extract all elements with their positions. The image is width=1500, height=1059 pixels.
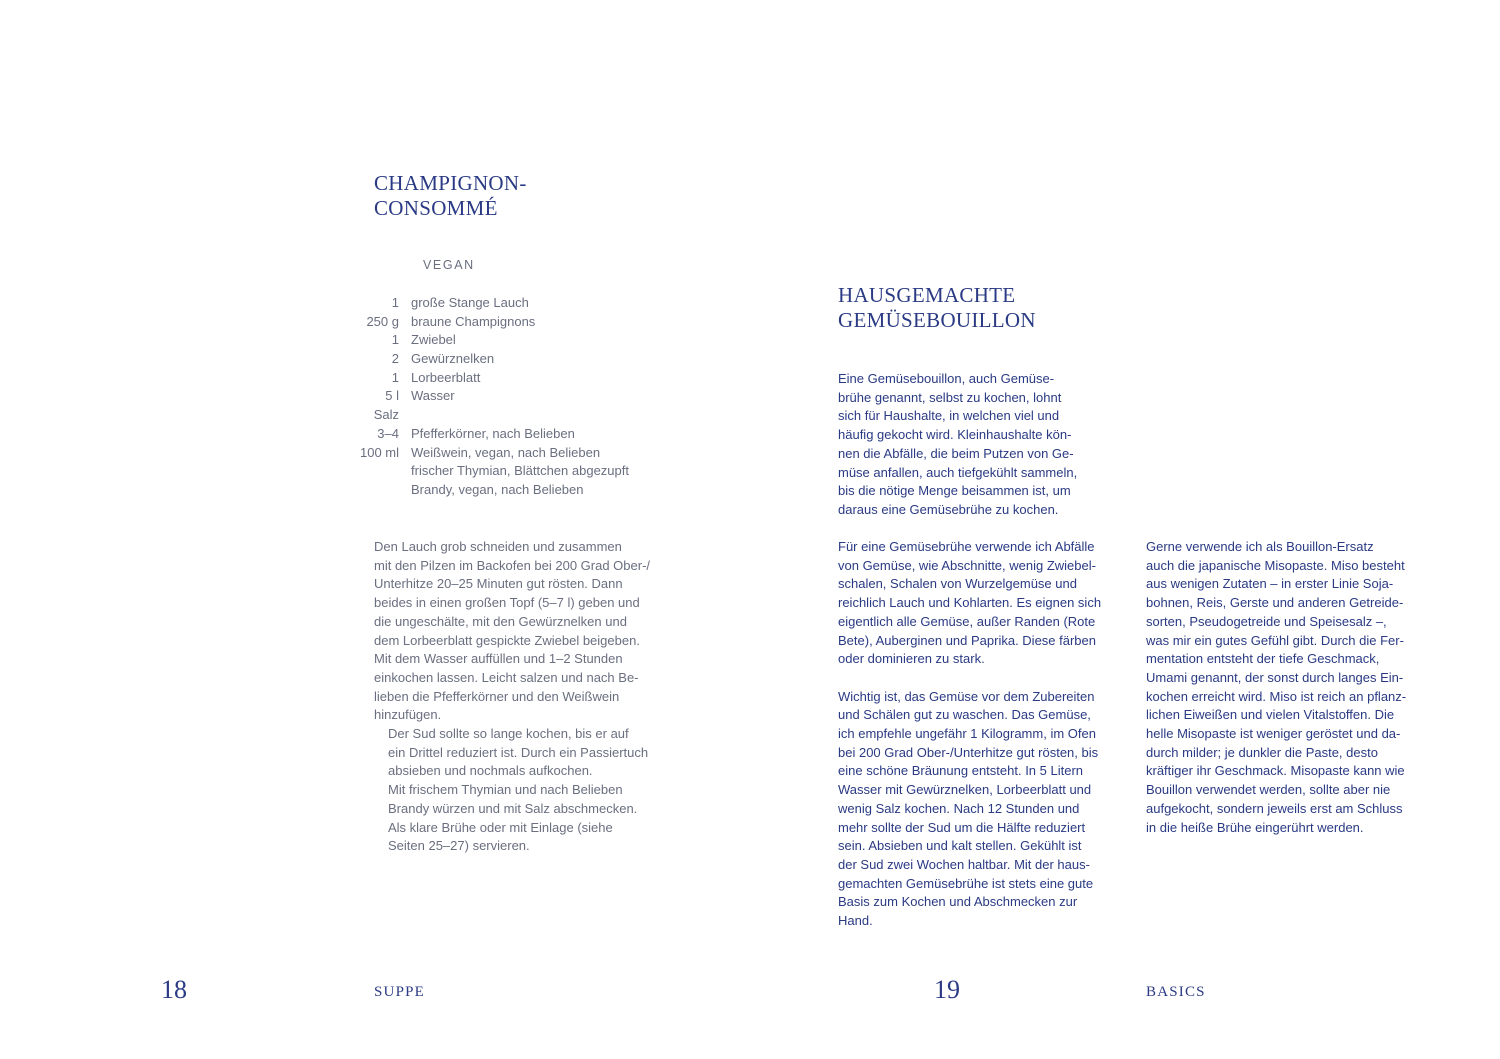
text-line: hinzufügen. (374, 707, 442, 723)
text-line: ein Drittel reduziert ist. Durch ein Passiertuch (388, 744, 649, 760)
ingredient-row (360, 331, 629, 350)
column-2-paragraph-1 (1146, 538, 1446, 837)
text-line: aufgekocht, sondern jeweils erst am Schluss (1146, 800, 1403, 816)
page-number-right: 19 (934, 975, 960, 1004)
ingredient-row (360, 387, 629, 406)
text-line: ich empfehle ungefähr 1 Kilogramm, im Ofen (838, 726, 1096, 742)
text-line: und Schälen gut zu waschen. Das Gemüse, (838, 707, 1091, 723)
ingredient-quantity: 1 (391, 295, 399, 310)
text-line: Bete), Auberginen und Paprika. Diese färben (838, 632, 1097, 648)
ingredient-row (360, 406, 629, 425)
column-1-paragraph-1 (838, 538, 1138, 669)
ingredient-quantity: 1 (391, 332, 399, 348)
text-line: Seiten 25–27) servieren. (388, 838, 530, 854)
ingredient-name: Pfefferkörner, nach Belieben (411, 425, 575, 441)
ingredient-row (360, 350, 629, 369)
ingredient-quantity: 2 (391, 351, 399, 367)
text-line: Den Lauch grob schneiden und zusammen (374, 539, 622, 554)
ingredient-row (360, 481, 629, 500)
text-line: mehr sollte der Sud um die Hälfte reduziert (838, 819, 1086, 835)
title-line: CHAMPIGNON- (374, 171, 527, 195)
text-line: bis die nötige Menge beisammen ist, um (838, 483, 1071, 499)
column-1-paragraph-2 (838, 688, 1138, 931)
ingredient-row (360, 425, 629, 444)
text-line: aus wenigen Zutaten – in erster Linie Soja- (1146, 576, 1394, 592)
text-line: was mir ein gutes Gefühl gibt. Durch die Fer- (1146, 632, 1404, 648)
text-line: Gerne verwende ich als Bouillon-Ersatz (1146, 539, 1374, 554)
intro-text (838, 370, 1128, 520)
text-line: Eine Gemüsebouillon, auch Gemüse- (838, 371, 1055, 386)
ingredient-name: Lorbeerblatt (411, 369, 481, 385)
text-line: brühe genannt, selbst zu kochen, lohnt (838, 389, 1062, 405)
text-line: bei 200 Grad Ober-/Unterhitze gut rösten, bis (838, 744, 1099, 760)
recipe-title-champignon (374, 171, 527, 221)
text-line: Mit dem Wasser auffüllen und 1–2 Stunden (374, 651, 623, 667)
text-line: Brandy würzen und mit Salz abschmecken. (388, 800, 638, 816)
text-line: häufig gekocht wird. Kleinhaushalte kön- (838, 427, 1072, 443)
section-label-left: SUPPE (374, 984, 426, 1000)
title-line: CONSOMMÉ (374, 196, 498, 220)
text-line: Der Sud sollte so lange kochen, bis er auf (388, 726, 629, 742)
ingredient-name: große Stange Lauch (411, 295, 529, 310)
text-line: eigentlich alle Gemüse, außer Randen (Rote (838, 613, 1096, 629)
text-line: Umami genannt, der sonst durch langes Ein- (1146, 669, 1404, 685)
ingredient-name: Zwiebel (411, 332, 456, 348)
text-line: lieben die Pfefferkörner und den Weißwein (374, 688, 620, 704)
text-line: sein. Absieben und kalt stellen. Gekühlt ist (838, 838, 1082, 854)
column-2-text (1146, 538, 1446, 837)
text-line: einkochen lassen. Leicht salzen und nach Be- (374, 669, 639, 685)
text-line: sorten, Pseudogetreide und Speisesalz –, (1146, 613, 1387, 629)
text-line: Wasser mit Gewürznelken, Lorbeerblatt und (838, 782, 1092, 798)
ingredient-name: braune Champignons (411, 313, 536, 329)
ingredient-quantity: 250 g (366, 313, 399, 329)
text-line: auch die japanische Misopaste. Miso besteht (1146, 557, 1405, 573)
text-line: gemachten Gemüsebrühe ist stets eine gute (838, 875, 1094, 891)
text-line: Als klare Brühe oder mit Einlage (siehe (388, 819, 613, 835)
ingredient-quantity (360, 462, 411, 481)
ingredient-quantity: 3–4 (377, 425, 399, 441)
ingredient-quantity (360, 481, 411, 500)
text-line: helle Misopaste ist weniger geröstet und da- (1146, 726, 1401, 742)
recipe-title-gemuesebouillon (838, 283, 1036, 333)
text-line: Basis zum Kochen und Abschmecken zur (838, 894, 1078, 910)
text-line: mit den Pilzen im Backofen bei 200 Grad Ober-/ (374, 557, 651, 573)
ingredient-row (360, 444, 629, 463)
column-1-text (838, 538, 1138, 931)
text-line: Unterhitze 20–25 Minuten gut rösten. Dann (374, 576, 623, 592)
text-line: Für eine Gemüsebrühe verwende ich Abfälle (838, 539, 1095, 554)
title-line: HAUSGEMACHTE (838, 283, 1016, 307)
page-number-left: 18 (161, 975, 187, 1004)
text-line: mentation entsteht der tiefe Geschmack, (1146, 651, 1380, 667)
title-line: GEMÜSEBOUILLON (838, 308, 1036, 332)
ingredient-row (360, 294, 629, 313)
text-line: wenig Salz kochen. Nach 12 Stunden und (838, 800, 1080, 816)
ingredient-name: frischer Thymian, Blättchen abgezupft (411, 463, 629, 479)
method-paragraph-1 (374, 538, 674, 725)
ingredient-name: Gewürznelken (411, 351, 495, 367)
text-line: dem Lorbeerblatt gespickte Zwiebel beigeben. (374, 632, 640, 648)
text-line: beides in einen großen Topf (5–7 l) geben und (374, 595, 640, 611)
text-line: absieben und nochmals aufkochen. (388, 763, 593, 779)
text-line: lichen Eiweißen und vielen Vitalstoffen. Die (1146, 707, 1395, 723)
text-line: Hand. (838, 913, 873, 929)
text-line: kräftiger ihr Geschmack. Misopaste kann wie (1146, 763, 1405, 779)
ingredient-list (360, 294, 629, 500)
text-line: sich für Haushalte, in welchen viel und (838, 408, 1060, 424)
text-line: oder dominieren zu stark. (838, 651, 985, 667)
text-line: von Gemüse, wie Abschnitte, wenig Zwiebel- (838, 557, 1096, 573)
ingredient-row (360, 313, 629, 332)
text-line: die ungeschälte, mit den Gewürznelken und (374, 613, 627, 629)
text-line: nen die Abfälle, die beim Putzen von Ge- (838, 445, 1074, 461)
text-line: Wichtig ist, das Gemüse vor dem Zubereiten (838, 688, 1095, 704)
vegan-tag: VEGAN (423, 258, 475, 272)
text-line: schalen, Schalen von Wurzelgemüse und (838, 576, 1077, 592)
text-line: Bouillon verwendet werden, sollte aber nie (1146, 782, 1391, 798)
ingredient-row (360, 462, 629, 481)
ingredient-quantity: 100 ml (360, 444, 400, 460)
ingredient-quantity: 5 l (385, 388, 399, 404)
text-line: bohnen, Reis, Gerste und anderen Getreide- (1146, 595, 1404, 611)
ingredient-quantity: Salz (373, 407, 399, 423)
intro-paragraph (838, 370, 1128, 520)
ingredient-name: Weißwein, vegan, nach Belieben (411, 444, 601, 460)
text-line: kochen erreicht wird. Miso ist reich an pflanz- (1146, 688, 1407, 704)
ingredient-row (360, 369, 629, 388)
ingredient-name: Brandy, vegan, nach Belieben (411, 481, 584, 497)
method-text (374, 538, 674, 856)
method-paragraph-2 (374, 725, 674, 781)
ingredient-quantity: 1 (391, 369, 399, 385)
text-line: reichlich Lauch und Kohlarten. Es eignen sich (838, 595, 1102, 611)
section-label-right: BASICS (1146, 984, 1206, 1000)
text-line: daraus eine Gemüsebrühe zu kochen. (838, 501, 1059, 517)
text-line: Mit frischem Thymian und nach Belieben (388, 782, 623, 798)
text-line: eine schöne Bräunung entsteht. In 5 Litern (838, 763, 1084, 779)
text-line: durch milder; je dunkler die Paste, desto (1146, 744, 1378, 760)
method-paragraph-3 (374, 781, 674, 856)
text-line: in die heiße Brühe eingerührt werden. (1146, 819, 1364, 835)
ingredient-name: Wasser (411, 388, 455, 404)
text-line: der Sud zwei Wochen haltbar. Mit der haus- (838, 856, 1090, 872)
text-line: müse anfallen, auch tiefgekühlt sammeln, (838, 464, 1078, 480)
